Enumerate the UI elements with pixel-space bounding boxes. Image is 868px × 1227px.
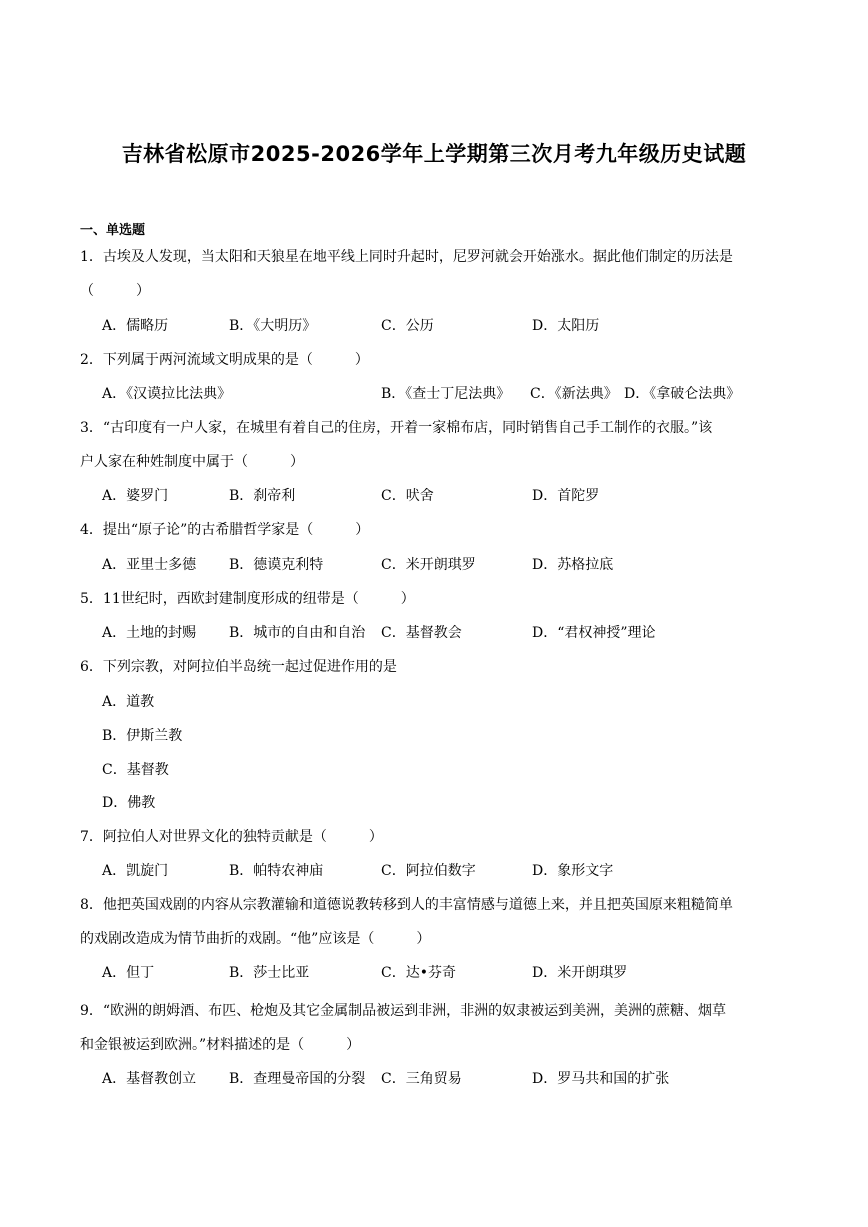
option-d: D．佛教: [102, 795, 156, 811]
option-b: B．帕特农神庙: [229, 863, 324, 879]
option-b: B．城市的自由和自治: [229, 625, 366, 641]
question-text: 7．阿拉伯人对世界文化的独特贡献是（ ）: [80, 829, 383, 845]
option-b: B．德谟克利特: [229, 557, 324, 573]
question-text: 3．“古印度有一户人家，在城里有着自己的住房，开着一家棉布店，同时销售自己手工制作的衣服。”该: [80, 420, 713, 436]
option-d: D．罗马共和国的扩张: [532, 1071, 670, 1087]
option-d: D．《拿破仑法典》: [624, 386, 741, 402]
option-c: C．达•芬奇: [381, 965, 456, 981]
option-a: A．道教: [102, 694, 155, 710]
option-d: D．太阳历: [532, 318, 600, 334]
option-c: C．《新法典》: [530, 386, 618, 402]
question-text: 6．下列宗教，对阿拉伯半岛统一起过促进作用的是: [80, 659, 397, 675]
option-c: C．基督教会: [381, 625, 462, 641]
question-2: [80, 343, 792, 377]
option-b: B．伊斯兰教: [102, 728, 183, 744]
option-a: A．婆罗门: [102, 488, 169, 504]
section-heading: 一、单选题: [80, 223, 146, 238]
option-c: C．公历: [381, 318, 434, 334]
option-b: B．查理曼帝国的分裂: [229, 1071, 366, 1087]
question-text: 1．古埃及人发现，当太阳和天狼星在地平线上同时升起时，尼罗河就会开始涨水。据此他们制定的历法是: [80, 249, 733, 265]
option-d: D．米开朗琪罗: [532, 965, 628, 981]
question-3: [80, 411, 792, 479]
question-text: 9．“欧洲的朗姆酒、布匹、枪炮及其它金属制品被运到非洲，非洲的奴隶被运到美洲，美洲的蔗糖、烟草: [80, 1003, 727, 1019]
option-b: B．《大明历》: [229, 318, 317, 334]
option-a: A．凯旋门: [102, 863, 169, 879]
option-d: D．“君权神授”理论: [532, 625, 656, 641]
question-text: 4．提出“原子论”的古希腊哲学家是（ ）: [80, 522, 370, 538]
question-text: 2．下列属于两河流域文明成果的是（ ）: [80, 352, 369, 368]
option-b: B．莎士比亚: [229, 965, 310, 981]
question-4: [80, 513, 792, 547]
option-a: A．亚里士多德: [102, 557, 197, 573]
option-c: C．阿拉伯数字: [381, 863, 476, 879]
question-text: （ ）: [80, 283, 150, 299]
question-5: [80, 582, 792, 616]
option-c: C．基督教: [102, 762, 169, 778]
option-c: C．米开朗琪罗: [381, 557, 476, 573]
question-8: [80, 888, 792, 956]
option-a: A．基督教创立: [102, 1071, 197, 1087]
question-9: [80, 994, 792, 1062]
option-a: A．儒略历: [102, 318, 169, 334]
question-7: [80, 820, 792, 854]
option-a: A．土地的封赐: [102, 625, 197, 641]
option-a: A．但丁: [102, 965, 155, 981]
question-text: 的戏剧改造成为情节曲折的戏剧。“他”应该是（ ）: [80, 931, 431, 947]
option-b: B．《查士丁尼法典》: [381, 386, 511, 402]
page-title: 吉林省松原市2025-2026学年上学期第三次月考九年级历史试题: [121, 142, 747, 166]
question-text: 和金银被运到欧洲。”材料描述的是（ ）: [80, 1037, 361, 1053]
option-c: C．三角贸易: [381, 1071, 462, 1087]
question-text: 5．11世纪时，西欧封建制度形成的纽带是（ ）: [80, 591, 415, 607]
question-1: [80, 240, 792, 308]
option-d: D．首陀罗: [532, 488, 600, 504]
question-text: 8．他把英国戏剧的内容从宗教灌输和道德说教转移到人的丰富情感与道德上来，并且把英国原来粗糙简单: [80, 897, 733, 913]
question-6: [80, 650, 792, 684]
option-d: D．象形文字: [532, 863, 614, 879]
option-c: C．吠舍: [381, 488, 434, 504]
option-b: B．刹帝利: [229, 488, 296, 504]
option-a: A．《汉谟拉比法典》: [102, 386, 232, 402]
option-d: D．苏格拉底: [532, 557, 614, 573]
question-text: 户人家在种姓制度中属于（ ）: [80, 454, 304, 470]
